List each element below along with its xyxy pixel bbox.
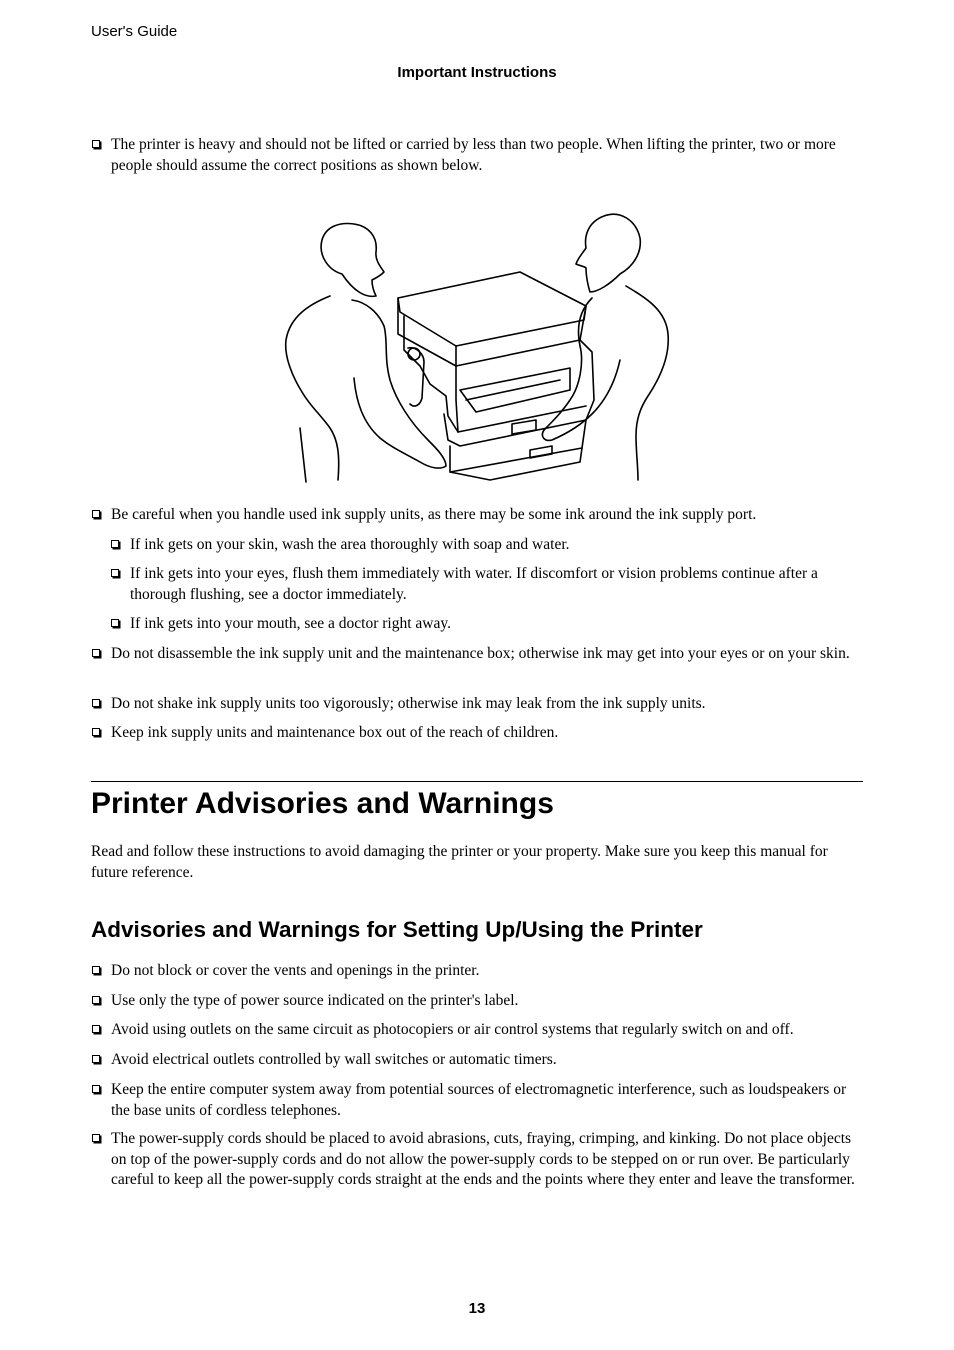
list-item — [92, 991, 865, 1012]
list-item — [92, 644, 865, 686]
sub-list-item — [111, 614, 865, 635]
section-title: Printer Advisories and Warnings — [91, 787, 554, 820]
page-number: 13 — [468, 1300, 486, 1317]
checkbox-bullet-icon — [92, 1134, 100, 1142]
list-item-text: If ink gets on your skin, wash the area thoroughly with soap and water. — [130, 536, 570, 553]
right-person-head — [576, 214, 640, 292]
printer-icon — [398, 272, 594, 480]
checkbox-bullet-icon — [92, 1055, 100, 1063]
list-item-text: If ink gets into your mouth, see a doctor right away. — [130, 615, 451, 632]
list-item — [92, 694, 865, 715]
checkbox-bullet-icon — [111, 569, 119, 577]
list-item — [92, 505, 865, 526]
subsection-title: Advisories and Warnings for Setting Up/Using the Printer — [91, 917, 703, 942]
left-person-head — [321, 224, 384, 297]
checkbox-bullet-icon — [92, 996, 100, 1004]
list-item — [92, 1050, 865, 1071]
checkbox-bullet-icon — [92, 510, 100, 518]
sub-list-item — [111, 564, 865, 606]
checkbox-bullet-icon — [92, 1025, 100, 1033]
list-item-text: Keep the entire computer system away from potential sources of electromagnetic interference, such as loudspeakers or the base units of cordless telephones. — [111, 1081, 847, 1119]
left-person-arm — [352, 300, 446, 468]
list-item-text: Do not disassemble the ink supply unit and the maintenance box; otherwise ink may get into your eyes or on your skin. — [111, 645, 850, 662]
list-item — [92, 1129, 865, 1213]
list-item — [92, 1080, 865, 1122]
list-item-text: Avoid electrical outlets controlled by wall switches or automatic timers. — [111, 1051, 557, 1068]
list-item-text: Use only the type of power source indicated on the printer's label. — [111, 992, 519, 1009]
list-item — [92, 961, 865, 982]
checkbox-bullet-icon — [111, 619, 119, 627]
right-person-arm — [542, 298, 620, 440]
list-item — [92, 135, 865, 177]
header-guide-title: User's Guide — [91, 23, 178, 40]
lifting-illustration — [280, 200, 675, 485]
checkbox-bullet-icon — [92, 140, 100, 148]
header-section-title: Important Instructions — [397, 64, 557, 81]
checkbox-bullet-icon — [92, 649, 100, 657]
checkbox-bullet-icon — [111, 540, 119, 548]
list-item-text: Do not shake ink supply units too vigorously; otherwise ink may leak from the ink supply units. — [111, 695, 706, 712]
left-person-leg — [300, 428, 306, 482]
list-item-text: Do not block or cover the vents and openings in the printer. — [111, 962, 480, 979]
checkbox-bullet-icon — [92, 966, 100, 974]
list-item — [92, 1020, 865, 1041]
list-item-text: The power-supply cords should be placed to avoid abrasions, cuts, fraying, crimping, and kinking. Do not place objects on top of the power-supply cords and do not allow the power-supply cords to be stepped on or run over. Be particularly careful to keep all the power-supply cords straight at the ends and the points where they enter and leave the transformer. — [111, 1130, 855, 1188]
checkbox-bullet-icon — [92, 1085, 100, 1093]
checkbox-bullet-icon — [92, 699, 100, 707]
list-item-text: Avoid using outlets on the same circuit as photocopiers or air control systems that regularly switch on and off. — [111, 1021, 794, 1038]
list-item-text: If ink gets into your eyes, flush them immediately with water. If discomfort or vision problems continue after a thorough flushing, see a doctor immediately. — [130, 565, 818, 603]
list-item-text: The printer is heavy and should not be lifted or carried by less than two people. When lifting the printer, two or more people should assume the correct positions as shown below. — [111, 136, 836, 174]
list-item — [92, 723, 865, 744]
section-intro: Read and follow these instructions to avoid damaging the printer or your property. Make sure you keep this manual for future reference. — [91, 843, 828, 881]
right-person-body — [626, 286, 668, 480]
sub-list-item — [111, 535, 865, 556]
list-item-text: Be careful when you handle used ink supply units, as there may be some ink around the ink supply port. — [111, 506, 757, 523]
checkbox-bullet-icon — [92, 728, 100, 736]
section-divider — [91, 781, 863, 782]
left-person-body — [286, 296, 339, 480]
list-item-text: Keep ink supply units and maintenance box out of the reach of children. — [111, 724, 559, 741]
